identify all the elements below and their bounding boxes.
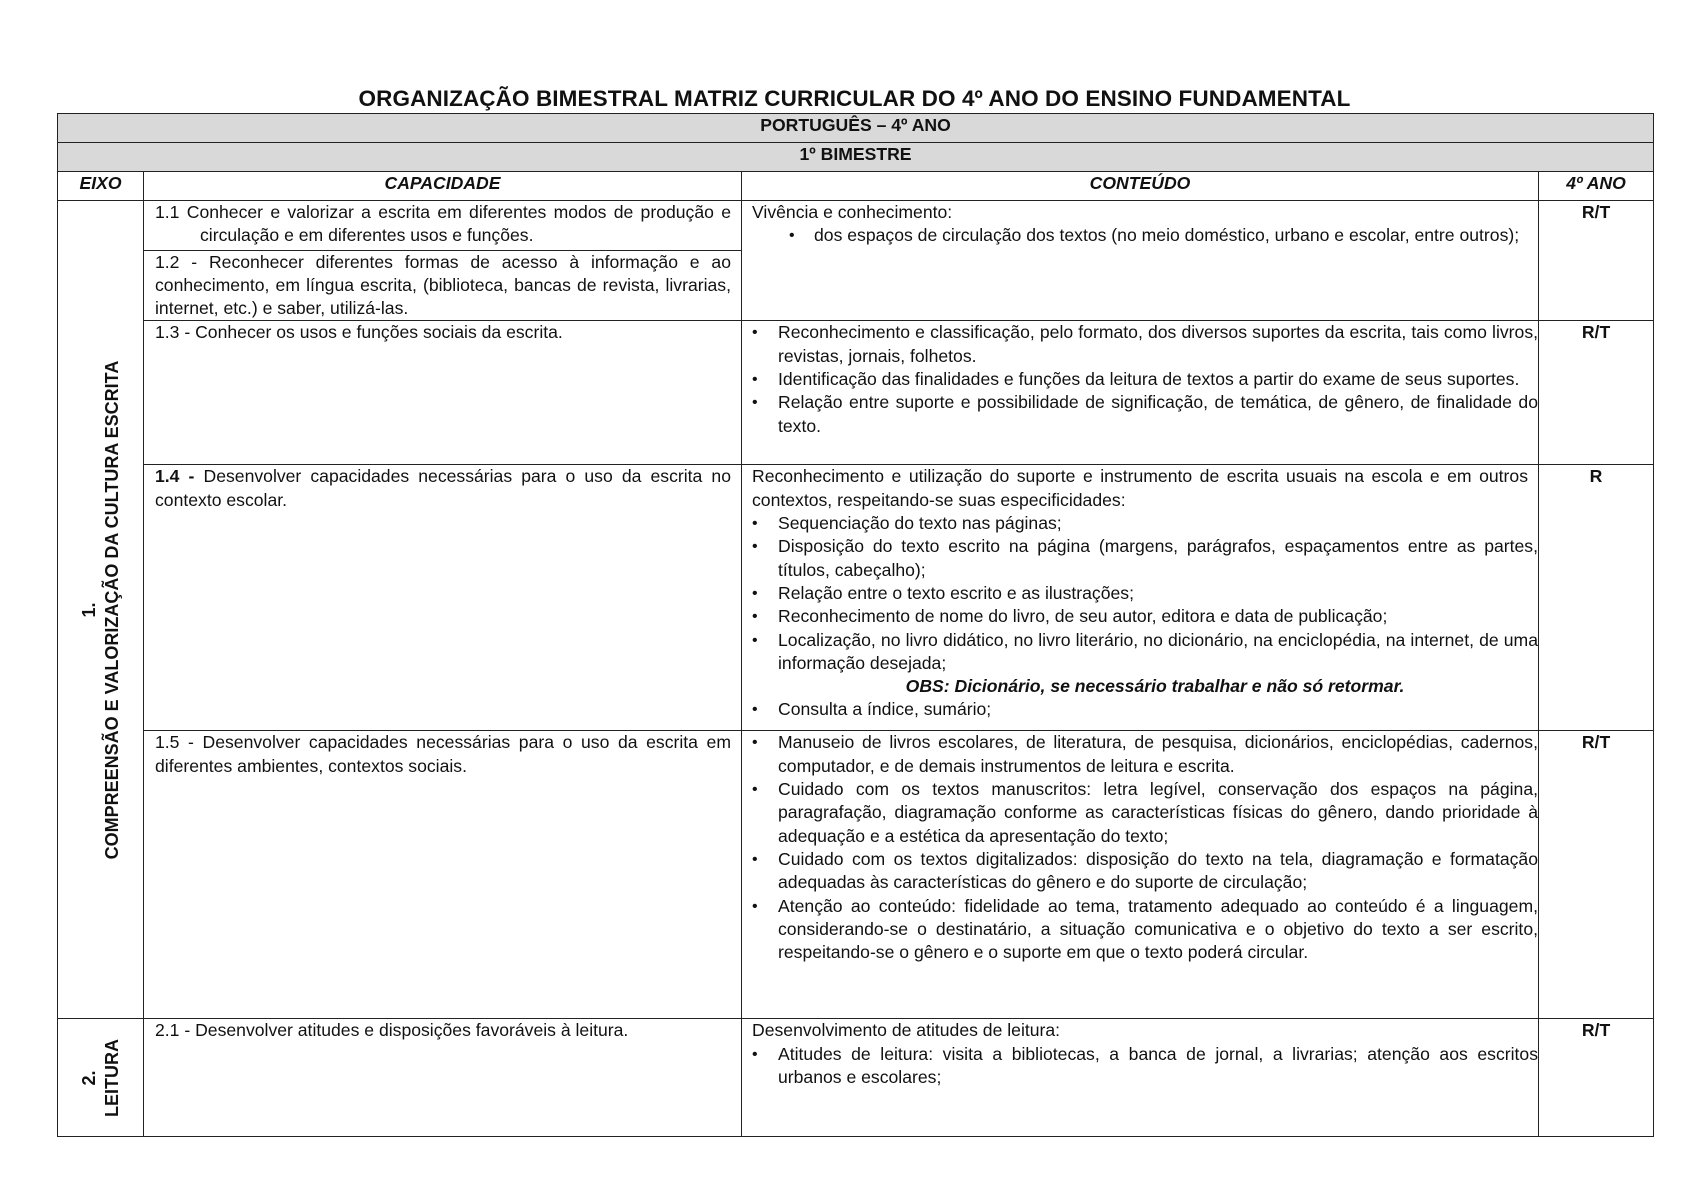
content-intro: Reconhecimento e utilização do suporte e instrumento de escrita usuais na escola e em outros contextos, respeitando-se suas especificidades: — [752, 466, 1528, 510]
list-item: • Manuseio de livros escolares, de literatura, de pesquisa, dicionários, enciclopédias, cadernos, computador, e de demais instrumentos de leitura e escrita. — [742, 731, 1538, 778]
header-ano: 4º ANO — [1539, 172, 1654, 201]
year-value: R — [1539, 465, 1654, 731]
list-item: • Reconhecimento e classificação, pelo formato, dos diversos suportes da escrita, tais como livros, revistas, jornais, folhetos. — [742, 321, 1538, 368]
list-item: • Atitudes de leitura: visita a bibliotecas, a banca de jornal, a livrarias; atenção aos escritos urbanos e escolares; — [742, 1043, 1538, 1090]
year-value: R/T — [1539, 731, 1654, 1019]
capacity-1-2: 1.2 - Reconhecer diferentes formas de acesso à informação e ao conhecimento, em língua escrita, (biblioteca, bancas de revista, livrarias, internet, etc.) e saber, utilizá-las. — [155, 251, 731, 319]
list-item: • Relação entre suporte e possibilidade de significação, de temática, de gênero, de finalidade do texto. — [742, 391, 1538, 438]
table-row — [58, 731, 1654, 1019]
list-item: • Disposição do texto escrito na página (margens, parágrafos, espaçamentos entre as partes, títulos, cabeçalho); — [742, 535, 1538, 582]
axis-cell-1 — [58, 201, 144, 1019]
list-item: • Reconhecimento de nome do livro, de seu autor, editora e data de publicação; — [742, 605, 1538, 628]
axis-label-2: 2. LEITURA — [78, 1038, 122, 1117]
content-list — [742, 1043, 1538, 1090]
table-row — [58, 321, 1654, 465]
content-cell — [742, 321, 1539, 465]
table-row — [58, 1019, 1654, 1137]
capacity-cell — [144, 465, 742, 731]
bimester-row — [58, 143, 1654, 172]
capacity-cell — [144, 1019, 742, 1137]
curriculum-table — [57, 113, 1654, 1137]
obs-note: OBS: Dicionário, se necessário trabalhar e não só retormar. — [905, 676, 1405, 697]
capacity-cell — [144, 321, 742, 465]
capacity-1-5: 1.5 - Desenvolver capacidades necessárias para o uso da escrita em diferentes ambientes, contextos sociais. — [155, 732, 731, 776]
year-value: R/T — [1539, 321, 1654, 465]
content-intro: Desenvolvimento de atitudes de leitura: — [752, 1020, 1061, 1041]
content-list — [742, 731, 1538, 964]
header-conteudo: CONTEÚDO — [742, 172, 1539, 201]
content-list — [742, 224, 1538, 247]
capacity-1-1: 1.1 Conhecer e valorizar a escrita em diferentes modos de produção e circulação e em diferentes usos e funções. — [155, 202, 731, 246]
content-cell — [742, 201, 1539, 321]
list-item: • Sequenciação do texto nas páginas; — [742, 512, 1538, 535]
content-list — [742, 512, 1538, 675]
list-item: • Cuidado com os textos digitalizados: disposição do texto na tela, diagramação e formatação adequadas às características do gênero e do suporte de circulação; — [742, 848, 1538, 895]
content-intro: Vivência e conhecimento: — [752, 202, 953, 222]
content-cell — [742, 731, 1539, 1019]
content-cell — [742, 465, 1539, 731]
subject-row — [58, 114, 1654, 143]
list-item: • Atenção ao conteúdo: fidelidade ao tema, tratamento adequado ao conteúdo é a linguagem, considerando-se o destinatário, a situação comunicativa e o objetivo do texto a ser escrito, respeitando-se o gênero e o suporte em que o texto poderá circular. — [742, 895, 1538, 965]
table-row — [58, 465, 1654, 731]
list-item: • Relação entre o texto escrito e as ilustrações; — [742, 582, 1538, 605]
content-list — [742, 698, 1538, 721]
year-value: R/T — [1539, 201, 1654, 321]
bimester-band: 1º BIMESTRE — [58, 143, 1654, 172]
list-item: • Cuidado com os textos manuscritos: letra legível, conservação dos espaços na página, paragrafação, diagramação conforme as características físicas do gênero, dando prioridade à adequação e a estética da apresentação do texto; — [742, 778, 1538, 848]
subject-band: PORTUGUÊS – 4º ANO — [58, 114, 1654, 143]
content-cell — [742, 1019, 1539, 1137]
list-item: • Localização, no livro didático, no livro literário, no dicionário, na enciclopédia, na internet, de uma informação desejada; — [742, 629, 1538, 676]
content-list — [742, 321, 1538, 437]
header-eixo: EIXO — [58, 172, 144, 201]
list-item: • Consulta a índice, sumário; — [742, 698, 1538, 721]
capacity-cell — [144, 201, 742, 321]
axis-label-1: 1. COMPREENSÃO E VALORIZAÇÃO DA CULTURA ESCRITA — [78, 360, 122, 860]
capacity-cell — [144, 731, 742, 1019]
year-value: R/T — [1539, 1019, 1654, 1137]
list-item: • dos espaços de circulação dos textos (no meio doméstico, urbano e escolar, entre outros); — [742, 224, 1538, 247]
document-title: ORGANIZAÇÃO BIMESTRAL MATRIZ CURRICULAR DO 4º ANO DO ENSINO FUNDAMENTAL — [358, 86, 1351, 111]
capacity-2-1: 2.1 - Desenvolver atitudes e disposições favoráveis à leitura. — [155, 1020, 629, 1041]
list-item: • Identificação das finalidades e funções da leitura de textos a partir do exame de seus suportes. — [742, 368, 1538, 391]
capacity-1-4: 1.4 - Desenvolver capacidades necessárias para o uso da escrita no contexto escolar. — [155, 466, 731, 510]
header-capacidade: CAPACIDADE — [144, 172, 742, 201]
table-row — [58, 201, 1654, 321]
axis-cell-2 — [58, 1019, 144, 1137]
capacity-1-3: 1.3 - Conhecer os usos e funções sociais da escrita. — [155, 322, 563, 343]
column-header-row — [58, 172, 1654, 201]
